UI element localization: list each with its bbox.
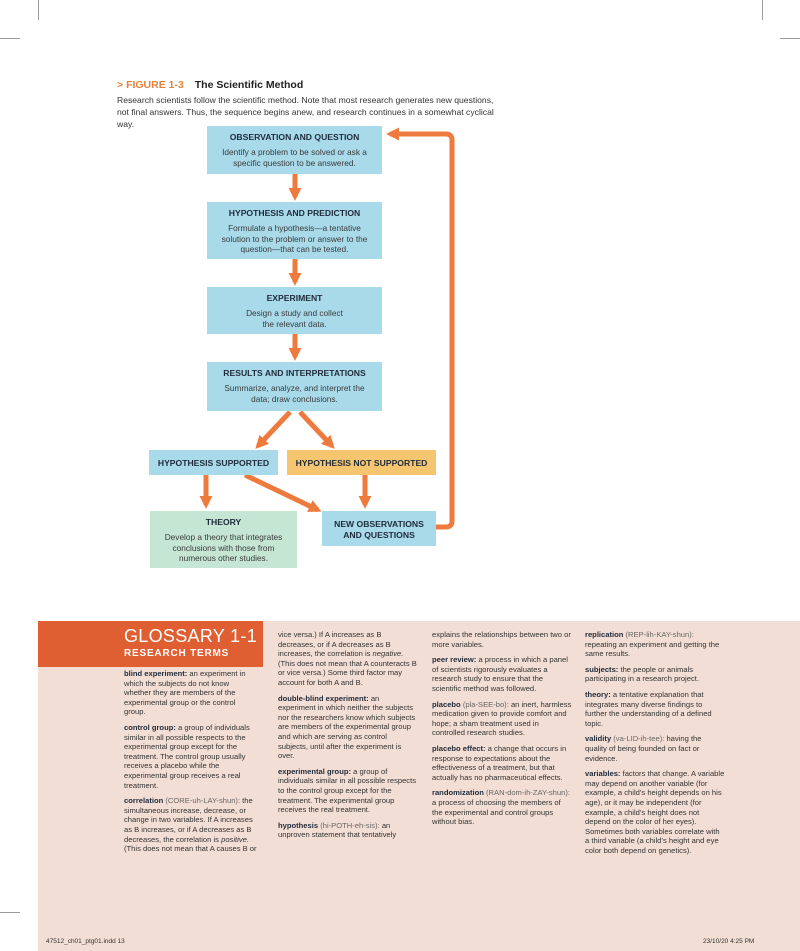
glossary-entry: peer review: a process in which a panel of scientists rigorously evaluates a research study to ensure that the scientific method was followed. bbox=[432, 655, 568, 693]
arrow-supported-to-new-obs bbox=[245, 475, 318, 510]
footer-file-info: 47512_ch01_ptg01.indd 13 bbox=[46, 938, 125, 945]
observation-title: OBSERVATION AND QUESTION bbox=[229, 132, 360, 142]
theory-box bbox=[150, 511, 297, 568]
new-observations-title: NEW OBSERVATIONS AND QUESTIONS bbox=[334, 519, 424, 540]
hypothesis-title: HYPOTHESIS AND PREDICTION bbox=[228, 208, 361, 218]
experiment-title: EXPERIMENT bbox=[266, 293, 323, 303]
hypothesis-not-supported-title: HYPOTHESIS NOT SUPPORTED bbox=[295, 458, 428, 468]
footer-timestamp: 23/10/20 4:25 PM bbox=[703, 938, 755, 945]
glossary-entry: experimental group: a group of individuals similar in all possible respects to the control group except for the treatment. The experimental group receives the real treatment. bbox=[278, 766, 417, 815]
arrow-results-to-not-supported bbox=[300, 412, 332, 446]
glossary-entry: correlation (CORE-uh-LAY-shun): the simultaneous increase, decrease, or change in two variables. If A increases as B increases, or if A decreases as B decreases, the correlation is positive. (This does not mean that A causes B or bbox=[124, 796, 257, 854]
hypothesis-supported-title: HYPOTHESIS SUPPORTED bbox=[157, 458, 270, 468]
hypothesis-supported-box bbox=[149, 450, 278, 475]
glossary-entry: variables: factors that change. A variable may depend on another variable (for example, a child’s height depends on his age), or it may be independent (for example, a child’s height does not depend on the color of her eyes). Sometimes both variables correlate with a third variable (a child’s height and eye color both depend on genetics). bbox=[585, 769, 725, 855]
results-title: RESULTS AND INTERPRETATIONS bbox=[223, 368, 366, 378]
glossary-column-1 bbox=[124, 669, 258, 860]
glossary-entry: replication (REP-lih-KAY-shun): repeating an experiment and getting the same results. bbox=[585, 630, 720, 659]
hypothesis-not-supported-box bbox=[287, 450, 436, 475]
observation-body: Identify a problem to be solved or ask a specific question to be answered. bbox=[222, 147, 367, 168]
crop-mark bbox=[0, 912, 20, 913]
glossary-column-4 bbox=[585, 630, 725, 861]
glossary-column-3 bbox=[432, 630, 572, 833]
figure-number: FIGURE 1-3 bbox=[126, 79, 184, 91]
results-box bbox=[207, 362, 382, 411]
glossary-header bbox=[38, 621, 263, 667]
results-body: Summarize, analyze, and interpret the data; draw conclusions. bbox=[224, 383, 365, 404]
figure-caption: Research scientists follow the scientific method. Note that most research generates new questions, not final answers. Thus, the sequence begins anew, and research continues in a somewhat cyclical way. bbox=[117, 95, 494, 129]
hypothesis-box bbox=[207, 202, 382, 259]
figure-marker: > bbox=[117, 79, 124, 91]
glossary-column-2 bbox=[278, 630, 418, 846]
glossary-entry: placebo effect: a change that occurs in response to expectations about the effectiveness of a treatment, but that actually has no pharmaceutical effects. bbox=[432, 743, 567, 782]
glossary-entry: blind experiment: an experiment in which the subjects do not know whether they are members of the experimental group or the control group. bbox=[124, 669, 246, 717]
theory-title: THEORY bbox=[205, 517, 242, 527]
hypothesis-body: Formulate a hypothesis—a tentative solution to the problem or answer to the question—that can be tested. bbox=[221, 223, 368, 254]
glossary-entry-continued: explains the relationships between two or more variables. bbox=[432, 630, 571, 649]
arrow-results-to-supported bbox=[258, 412, 290, 446]
glossary-entry: control group: a group of individuals similar in all possible respects to the experimental group except for the treatment. The control group usually receives a placebo while the experimental group receives a real treatment. bbox=[124, 722, 250, 790]
glossary-entry: double-blind experiment: an experiment in which neither the subjects nor the researchers know which subjects are members of the experimental group and which are serving as control subjects, until after the experiment is over. bbox=[278, 693, 416, 761]
glossary-entry: subjects: the people or animals participating in a research project. bbox=[585, 664, 699, 684]
glossary-subtitle: RESEARCH TERMS bbox=[124, 648, 230, 659]
glossary-entry: theory: a tentative explanation that integrates many diverse findings to further the understanding of a defined topic. bbox=[585, 689, 712, 728]
glossary-entry-continued: vice versa.) If A increases as B decreases, or if A decreases as B increases, the correlation is negative. (This does not mean that A counteracts B or vice versa.) Some third factor may account for both A and B. bbox=[278, 630, 417, 687]
new-observations-box bbox=[322, 511, 436, 546]
observation-box bbox=[207, 126, 382, 174]
glossary-title: GLOSSARY 1-1 bbox=[124, 626, 258, 646]
glossary-entry: hypothesis (hi-POTH-eh-sis): an unproven statement that tentatively bbox=[278, 820, 397, 840]
glossary-entry: validity (va-LID-ih-tee): having the quality of being founded on fact or evidence. bbox=[585, 734, 702, 763]
experiment-box bbox=[207, 287, 382, 334]
experiment-body: Design a study and collect the relevant data. bbox=[246, 308, 343, 329]
theory-body: Develop a theory that integrates conclusions with those from numerous other studies. bbox=[164, 532, 283, 563]
glossary-entry: randomization (RAN-dom-ih-ZAY-shun): a process of choosing the members of the experimental and control groups without bias. bbox=[432, 788, 570, 827]
glossary-entry: placebo (pla-SEE-bo): an inert, harmless medication given to provide comfort and hope; a sham treatment used in controlled research studies. bbox=[432, 699, 572, 738]
figure-title: The Scientific Method bbox=[194, 79, 304, 91]
